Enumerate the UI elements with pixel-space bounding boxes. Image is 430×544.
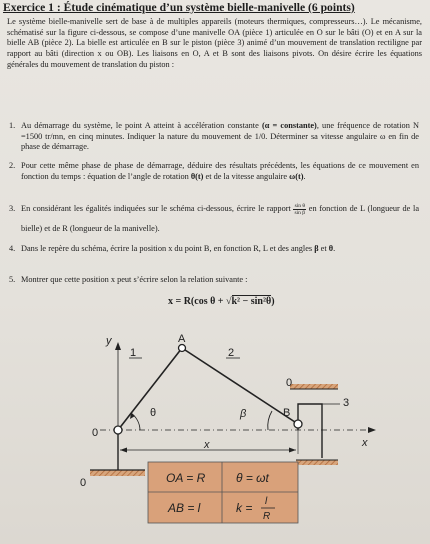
question-text-2: et xyxy=(318,244,327,253)
label-piston-number: 3 xyxy=(343,397,350,409)
question-number: 3. xyxy=(9,204,16,213)
fraction-numerator: sin θ xyxy=(294,202,305,209)
y-axis-arrow xyxy=(115,342,121,350)
guide-hatch-top xyxy=(290,384,338,389)
question-number: 5. xyxy=(9,275,16,284)
k-fraction-denominator: R xyxy=(263,511,271,522)
table-cell-ab: AB = l xyxy=(168,501,201,515)
question-number: 2. xyxy=(9,161,16,170)
question-text: Pour cette même phase de phase de démarrage, déduire des résultats précédents, les équations de ce mouvement en fonction du temps : équation de l’angle de rotation xyxy=(21,161,419,181)
exercise-heading: Étude cinématique d’un système bielle-manivelle (6 points) xyxy=(60,1,355,14)
question-bold-2: θ xyxy=(328,244,334,253)
table-cell-oa: OA = R xyxy=(166,471,206,485)
dim-arrow-left xyxy=(120,448,127,453)
piston xyxy=(298,404,322,458)
question-text-2: en fonction de L (longueur de la bielle) et de R (longueur de la manivelle). xyxy=(21,204,419,233)
question-text: Dans le repère du schéma, écrire la position x du point B, en fonction R, L et des angles xyxy=(21,244,313,253)
guide-hatch-bottom xyxy=(296,460,338,465)
sine-ratio-fraction xyxy=(293,203,306,216)
position-formula xyxy=(168,296,275,307)
question-number: 1. xyxy=(9,121,16,130)
question-bold: (α = constante) xyxy=(261,121,317,130)
pivot-a xyxy=(179,345,186,352)
table-cell-theta: θ = ωt xyxy=(236,471,269,485)
frame-hatch-left xyxy=(90,470,145,476)
pivot-b xyxy=(294,420,302,428)
fraction-denominator: sin β xyxy=(294,209,306,216)
question-text-3: . xyxy=(303,171,306,181)
label-rod-number: 2 xyxy=(228,347,235,359)
question-bold: θ(t) xyxy=(190,171,204,181)
x-axis-arrow xyxy=(368,427,376,433)
radical-sign: √ xyxy=(226,296,232,307)
question-4 xyxy=(9,244,419,255)
formula-suffix: ) xyxy=(271,296,275,307)
question-text-3: . xyxy=(333,244,336,253)
label-frame-left: 0 xyxy=(92,427,99,439)
question-number: 4. xyxy=(9,244,16,253)
pivot-o xyxy=(114,426,122,434)
table-cell-k: k = xyxy=(236,501,253,515)
beta-arc xyxy=(268,411,272,430)
question-5 xyxy=(9,275,419,286)
label-beta: β xyxy=(240,408,247,420)
question-2 xyxy=(9,161,419,182)
question-text: Montrer que cette position x peut s’écrire selon la relation suivante : xyxy=(21,275,248,284)
label-point-a: A xyxy=(178,333,186,345)
intro-paragraph: Le système bielle-manivelle sert de base à de multiples appareils (moteurs thermiques, compresseurs…). Le mécanisme, schématisé sur la figure ci-dessous, se compose d’une manivelle OA (pièce 1) articulée en O sur le bâti (O) et en A sur la bielle AB (pièce 2). La bielle est articulée en B sur le piston (pièce 3) animé d’un mouvement de translation rectiligne par rapport au bâti (direction x ou OB). Les liaisons en O, A et B sont des liaisons pivots. On désire écrire les équations générales du mouvement de translation du piston : xyxy=(7,17,422,69)
formula-prefix: x = R(cos θ + xyxy=(168,296,226,307)
question-text-2: et de la vitesse angulaire xyxy=(203,171,288,181)
label-y: y xyxy=(106,335,112,347)
radicand: k² − sin²θ xyxy=(231,296,272,307)
question-text: Au démarrage du système, le point A atteint à accélération constante xyxy=(21,121,259,130)
label-frame-right: 0 xyxy=(286,377,293,389)
label-crank-number: 1 xyxy=(130,347,137,359)
k-fraction-numerator: l xyxy=(265,496,268,507)
question-1 xyxy=(9,121,419,153)
equalities-table xyxy=(148,462,298,523)
label-x-axis: x xyxy=(362,437,368,449)
question-bold-2: ω(t) xyxy=(289,171,304,181)
label-point-b: B xyxy=(283,407,291,419)
question-text-2: , une fréquence de rotation N =1500 tr/mn, en cinq minutes. Indiquer la nature du mouvement de 1/0. Déterminer sa vitesse angulaire ω en fin de phase de démarrage. xyxy=(21,121,419,152)
label-frame-bottom: 0 xyxy=(80,477,87,489)
exercise-number: Exercice 1 : xyxy=(3,1,61,14)
question-bold: β xyxy=(314,244,319,253)
mechanism-figure xyxy=(0,320,430,544)
label-dimension-x: x xyxy=(204,439,210,451)
dim-arrow-right xyxy=(289,448,296,453)
question-3 xyxy=(9,199,419,239)
exercise-title xyxy=(3,1,355,14)
label-theta: θ xyxy=(150,407,157,419)
question-text: En considérant les égalités indiquées sur le schéma ci-dessous, écrire le rapport xyxy=(21,204,291,213)
